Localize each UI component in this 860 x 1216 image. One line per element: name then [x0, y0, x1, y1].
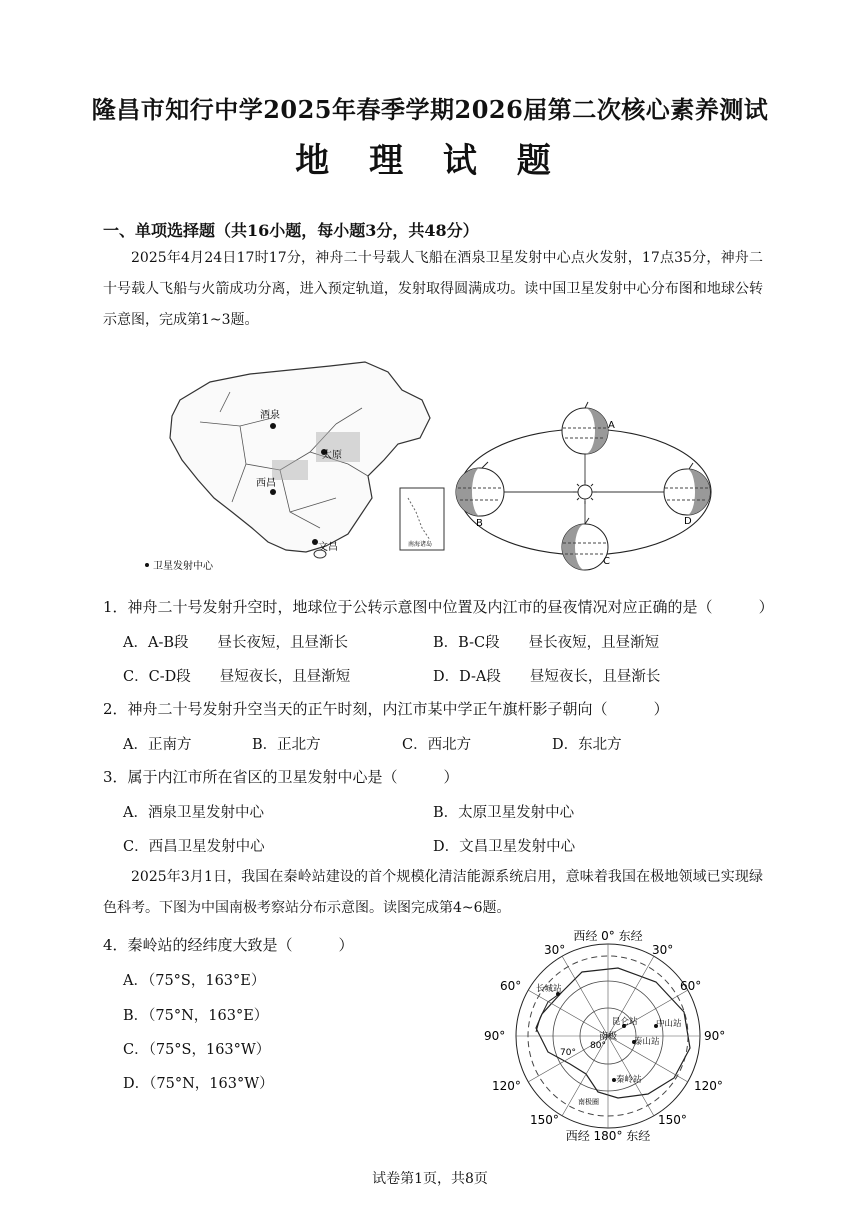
subject-title: 地 理 试 题: [295, 141, 565, 181]
q2-option-a[interactable]: A．正南方: [123, 737, 192, 753]
globe-a: [562, 402, 608, 454]
south-pole-label: 南极: [598, 1032, 618, 1042]
jiuquan-dot: [270, 423, 276, 429]
antarctic-circle-label: 南极圈: [578, 1098, 599, 1106]
lon-label-90w: 90°: [484, 1029, 506, 1043]
q2-option-b[interactable]: B．正北方: [252, 737, 321, 753]
china-outline: [170, 362, 433, 552]
globe-c: [562, 518, 608, 570]
question-1: 1．神舟二十号发射升空时，地球位于公转示意图中位置及内江市的昼夜情况对应正确的是（ ）: [103, 598, 774, 616]
station-label-zhongshan: 中山站: [656, 1019, 682, 1029]
q4-option-a[interactable]: A．（75°S，163°E）: [123, 973, 266, 989]
exam-title: 隆昌市知行中学2025年春季学期2026届第二次核心素养测试: [91, 95, 769, 124]
polar-bottom-label: 西经 180° 东经: [565, 1129, 651, 1143]
q1-option-b[interactable]: B．B-C段 昼长夜短，且昼渐短: [433, 635, 660, 651]
station-label-qinling: 秦岭站: [616, 1075, 642, 1085]
sun-icon: [578, 485, 592, 499]
lon-label-150w: 150°: [530, 1113, 559, 1127]
intro-paragraph-1: 2025年4月24日17时17分，神舟二十号载人飞船在酒泉卫星发射中心点火发射，17点35分，神舟二十号载人飞船与火箭成功分离，进入预定轨道，发射取得圆满成功。读中国卫星发射中心分布图和地球公转示意图，完成第1~3题。: [103, 250, 763, 328]
earth-orbit-diagram: [450, 398, 725, 576]
lat-label-80: 80°: [590, 1041, 606, 1051]
globe-b: [456, 462, 504, 516]
q3-option-c[interactable]: C．西昌卫星发射中心: [123, 839, 265, 855]
q3-option-b[interactable]: B．太原卫星发射中心: [433, 805, 575, 821]
legend-label: 卫星发射中心: [153, 561, 213, 572]
orbit-label-a: A: [608, 420, 615, 431]
q3-option-d[interactable]: D．文昌卫星发射中心: [433, 839, 576, 855]
q1-option-a[interactable]: A．A-B段 昼长夜短，且昼渐长: [123, 635, 348, 651]
orbit-label-c: C: [603, 556, 610, 567]
lon-label-90e: 90°: [704, 1029, 726, 1043]
polar-top-label: 西经 0° 东经: [573, 929, 643, 943]
lon-label-60e: 60°: [680, 979, 702, 993]
q1-option-d[interactable]: D．D-A段 昼短夜长，且昼渐长: [433, 669, 661, 685]
station-label-great-wall: 长城站: [536, 984, 562, 994]
xichang-dot: [270, 489, 276, 495]
station-label-kunlun: 昆仑站: [612, 1017, 638, 1027]
sichuan-shade: [272, 460, 308, 480]
q2-option-c[interactable]: C．西北方: [402, 737, 472, 753]
lon-label-150e: 150°: [658, 1113, 687, 1127]
antarctic-station-map: [478, 928, 738, 1146]
question-2: 2．神舟二十号发射升空当天的正午时刻，内江市某中学正午旗杆影子朝向（ ）: [103, 700, 669, 718]
site-label-xichang: 西昌: [256, 478, 276, 489]
section-heading: 一、单项选择题（共16小题，每小题3分，共48分）: [103, 221, 479, 240]
q3-option-a[interactable]: A．酒泉卫星发射中心: [123, 805, 264, 821]
page-footer: 试卷第1页，共8页: [372, 1171, 488, 1187]
q4-option-d[interactable]: D．（75°N，163°W）: [123, 1076, 274, 1092]
china-launch-site-map: [140, 352, 450, 577]
site-label-wenchang: 文昌: [318, 542, 338, 553]
site-label-jiuquan: 酒泉: [260, 410, 280, 421]
lon-label-120w: 120°: [492, 1079, 521, 1093]
lon-label-120e: 120°: [694, 1079, 723, 1093]
lat-label-70: 70°: [560, 1048, 576, 1058]
lon-label-60w: 60°: [500, 979, 522, 993]
question-3: 3．属于内江市所在省区的卫星发射中心是（ ）: [103, 768, 459, 786]
legend-dot: [145, 563, 149, 567]
orbit-label-d: D: [684, 516, 692, 527]
q1-option-c[interactable]: C．C-D段 昼短夜长，且昼渐短: [123, 669, 351, 685]
q4-option-b[interactable]: B．（75°N，163°E）: [123, 1008, 269, 1024]
question-4: 4．秦岭站的经纬度大致是（ ）: [103, 936, 354, 954]
q4-option-c[interactable]: C．（75°S，163°W）: [123, 1042, 271, 1058]
lon-label-30w: 30°: [544, 943, 566, 957]
lon-label-30e: 30°: [652, 943, 674, 957]
site-label-taiyuan: 太原: [322, 450, 342, 461]
q2-option-d[interactable]: D．东北方: [552, 737, 622, 753]
station-label-taishan: 泰山站: [634, 1037, 660, 1047]
orbit-label-b: B: [476, 518, 483, 529]
intro-paragraph-2: 2025年3月1日，我国在秦岭站建设的首个规模化清洁能源系统启用，意味着我国在极地领域已实现绿色科考。下图为中国南极考察站分布示意图。读图完成第4~6题。: [103, 869, 763, 916]
inset-label: 南海诸岛: [407, 541, 433, 548]
